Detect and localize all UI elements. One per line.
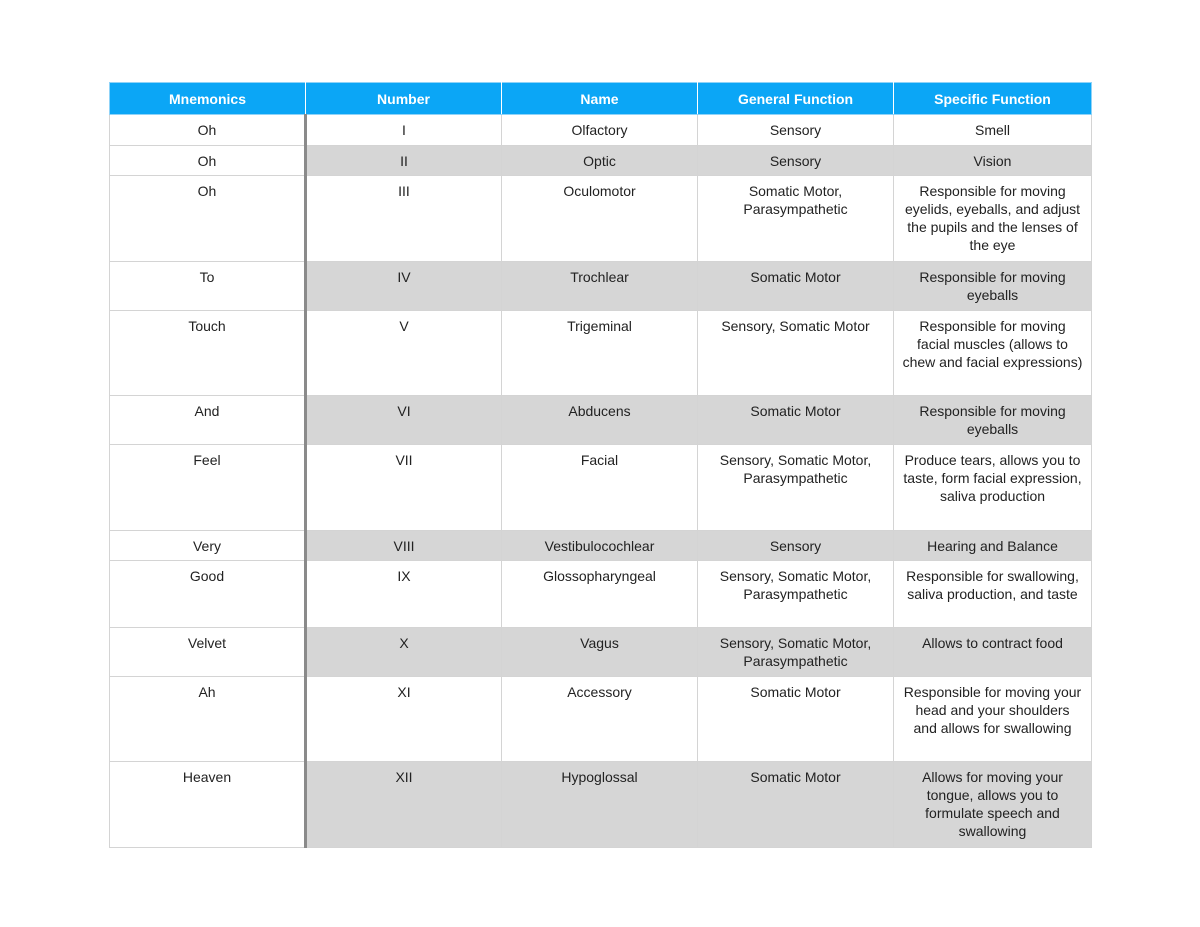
cell-name: Accessory (502, 677, 698, 762)
cell-general-function: Sensory, Somatic Motor (698, 311, 894, 396)
cell-general-function: Sensory (698, 115, 894, 146)
table-row (110, 176, 1092, 262)
cell-number: VI (306, 396, 502, 445)
cell-specific-function: Allows to contract food (894, 628, 1092, 677)
header-name: Name (502, 83, 698, 115)
cell-number: V (306, 311, 502, 396)
cell-name: Olfactory (502, 115, 698, 146)
table-row (110, 396, 1092, 445)
table-row (110, 445, 1092, 531)
cell-name: Vestibulocochlear (502, 531, 698, 561)
table-row (110, 762, 1092, 848)
header-number: Number (306, 83, 502, 115)
cell-number: IV (306, 262, 502, 311)
cell-specific-function: Responsible for moving eyeballs (894, 262, 1092, 311)
cell-name: Trochlear (502, 262, 698, 311)
cell-mnemonic: And (110, 396, 306, 445)
header-row (110, 83, 1092, 115)
table-row (110, 146, 1092, 176)
cell-number: II (306, 146, 502, 176)
table-header (110, 83, 1092, 115)
cell-name: Trigeminal (502, 311, 698, 396)
cell-specific-function: Vision (894, 146, 1092, 176)
cell-number: I (306, 115, 502, 146)
cell-general-function: Somatic Motor (698, 677, 894, 762)
cell-specific-function: Responsible for swallowing, saliva production, and taste (894, 561, 1092, 628)
cell-general-function: Somatic Motor, Parasympathetic (698, 176, 894, 262)
cell-mnemonic: Ah (110, 677, 306, 762)
cell-mnemonic: Good (110, 561, 306, 628)
cell-specific-function: Produce tears, allows you to taste, form facial expression, saliva production (894, 445, 1092, 531)
header-general-function: General Function (698, 83, 894, 115)
cell-general-function: Sensory (698, 146, 894, 176)
cell-mnemonic: Oh (110, 146, 306, 176)
cell-general-function: Sensory, Somatic Motor, Parasympathetic (698, 628, 894, 677)
cell-name: Facial (502, 445, 698, 531)
cell-mnemonic: Heaven (110, 762, 306, 848)
cell-name: Vagus (502, 628, 698, 677)
cell-mnemonic: To (110, 262, 306, 311)
table-row (110, 115, 1092, 146)
table-row (110, 311, 1092, 396)
cell-general-function: Somatic Motor (698, 762, 894, 848)
cell-number: X (306, 628, 502, 677)
cell-mnemonic: Touch (110, 311, 306, 396)
cell-name: Abducens (502, 396, 698, 445)
cell-specific-function: Hearing and Balance (894, 531, 1092, 561)
cell-mnemonic: Velvet (110, 628, 306, 677)
cell-general-function: Sensory (698, 531, 894, 561)
cell-number: VII (306, 445, 502, 531)
cell-specific-function: Responsible for moving eyeballs (894, 396, 1092, 445)
cell-specific-function: Allows for moving your tongue, allows you to formulate speech and swallowing (894, 762, 1092, 848)
cell-specific-function: Responsible for moving facial muscles (allows to chew and facial expressions) (894, 311, 1092, 396)
cell-number: XI (306, 677, 502, 762)
cell-name: Optic (502, 146, 698, 176)
cell-name: Oculomotor (502, 176, 698, 262)
table-row (110, 677, 1092, 762)
cell-number: VIII (306, 531, 502, 561)
cell-mnemonic: Very (110, 531, 306, 561)
cranial-nerves-table (109, 82, 1092, 848)
cell-specific-function: Responsible for moving eyelids, eyeballs, and adjust the pupils and the lenses of the eye (894, 176, 1092, 262)
cell-general-function: Somatic Motor (698, 262, 894, 311)
cell-general-function: Sensory, Somatic Motor, Parasympathetic (698, 561, 894, 628)
table-row (110, 531, 1092, 561)
cell-name: Glossopharyngeal (502, 561, 698, 628)
cell-number: XII (306, 762, 502, 848)
table-body (110, 115, 1092, 848)
table-row (110, 628, 1092, 677)
header-specific-function: Specific Function (894, 83, 1092, 115)
table-row (110, 561, 1092, 628)
cell-number: III (306, 176, 502, 262)
header-mnemonics: Mnemonics (110, 83, 306, 115)
table-row (110, 262, 1092, 311)
cell-specific-function: Smell (894, 115, 1092, 146)
cell-specific-function: Responsible for moving your head and your shoulders and allows for swallowing (894, 677, 1092, 762)
cell-name: Hypoglossal (502, 762, 698, 848)
cell-general-function: Sensory, Somatic Motor, Parasympathetic (698, 445, 894, 531)
cell-general-function: Somatic Motor (698, 396, 894, 445)
cell-mnemonic: Feel (110, 445, 306, 531)
cell-mnemonic: Oh (110, 176, 306, 262)
cell-number: IX (306, 561, 502, 628)
cell-mnemonic: Oh (110, 115, 306, 146)
